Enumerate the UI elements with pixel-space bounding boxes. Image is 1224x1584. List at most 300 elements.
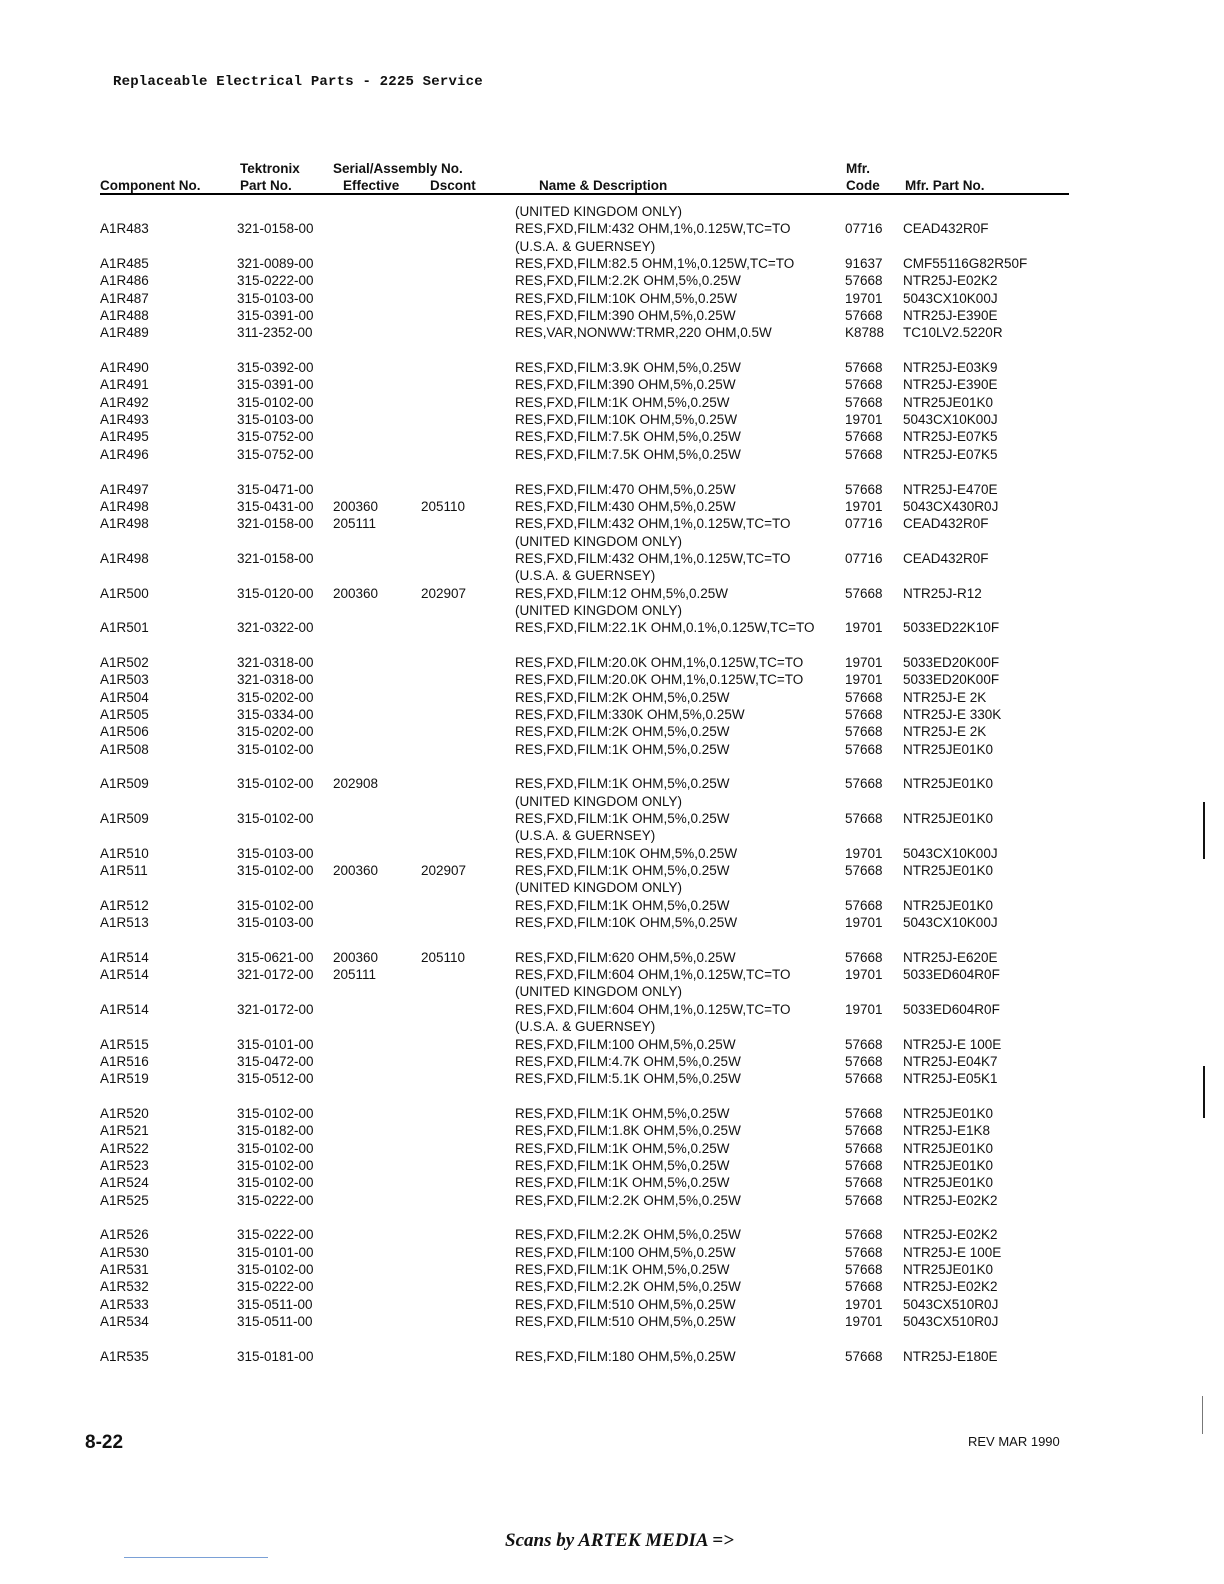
row-gap xyxy=(0,1088,1224,1105)
mfr-code-cell: 19701 xyxy=(845,672,883,688)
part-no-cell: 321-0158-00 xyxy=(237,516,314,532)
part-no-cell: 315-0102-00 xyxy=(237,776,314,792)
part-no-cell: 315-0222-00 xyxy=(237,273,314,289)
table-row xyxy=(0,827,1224,844)
description-cell: RES,FXD,FILM:2.2K OHM,5%,0.25W xyxy=(515,1279,741,1295)
part-no-cell: 315-0181-00 xyxy=(237,1348,314,1364)
part-no-cell: 321-0158-00 xyxy=(237,221,314,237)
mfr-part-no-cell: NTR25J-E 100E xyxy=(903,1036,1002,1052)
mfr-code-cell: 57668 xyxy=(845,1279,883,1295)
row-gap xyxy=(0,1209,1224,1226)
table-row xyxy=(0,793,1224,810)
part-no-cell: 315-0101-00 xyxy=(237,1036,314,1052)
mfr-part-no-cell: NTR25J-E390E xyxy=(903,377,998,393)
description-cell: (UNITED KINGDOM ONLY) xyxy=(515,204,683,219)
table-row xyxy=(0,879,1224,896)
description-cell: RES,FXD,FILM:100 OHM,5%,0.25W xyxy=(515,1244,736,1260)
description-cell: (UNITED KINGDOM ONLY) xyxy=(515,602,683,618)
mfr-part-no-cell: CEAD432R0F xyxy=(903,550,989,566)
table-row xyxy=(0,966,1224,983)
description-cell: (U.S.A. & GUERNSEY) xyxy=(515,238,656,254)
part-no-cell: 315-0102-00 xyxy=(237,1261,314,1277)
mfr-part-no-cell: NTR25J-E03K9 xyxy=(903,360,998,376)
mfr-code-cell: 57668 xyxy=(845,394,883,410)
description-cell: (U.S.A. & GUERNSEY) xyxy=(515,1019,656,1035)
part-no-cell: 315-0334-00 xyxy=(237,706,314,722)
table-row xyxy=(0,1140,1224,1157)
description-cell: RES,VAR,NONWW:TRMR,220 OHM,0.5W xyxy=(515,325,772,341)
component-no-cell: A1R486 xyxy=(100,273,149,289)
mfr-part-no-cell: NTR25J-E 330K xyxy=(903,706,1002,722)
mfr-part-no-cell: CEAD432R0F xyxy=(903,221,989,237)
mfr-part-no-cell: NTR25J-E1K8 xyxy=(903,1123,991,1139)
mfr-code-cell: 19701 xyxy=(845,654,883,670)
table-row xyxy=(0,671,1224,688)
component-no-cell: A1R502 xyxy=(100,654,149,670)
part-no-cell: 315-0752-00 xyxy=(237,446,314,462)
mfr-part-no-cell: NTR25JE01K0 xyxy=(903,741,994,757)
part-no-cell: 315-0102-00 xyxy=(237,811,314,827)
row-gap xyxy=(0,637,1224,654)
table-row xyxy=(0,1278,1224,1295)
table-row xyxy=(0,255,1224,272)
part-no-cell: 315-0102-00 xyxy=(237,741,314,757)
col-part-no: Part No. xyxy=(240,178,292,193)
mfr-part-no-cell: NTR25J-E390E xyxy=(903,308,998,324)
table-row xyxy=(0,359,1224,376)
mfr-code-cell: 57668 xyxy=(845,776,883,792)
part-no-cell: 315-0222-00 xyxy=(237,1192,314,1208)
table-row xyxy=(0,1174,1224,1191)
mfr-part-no-cell: NTR25J-E07K5 xyxy=(903,429,998,445)
table-row xyxy=(0,203,1224,220)
table-row xyxy=(0,897,1224,914)
table-row xyxy=(0,533,1224,550)
mfr-code-cell: 57668 xyxy=(845,1071,883,1087)
part-no-cell: 321-0089-00 xyxy=(237,256,314,272)
mfr-code-cell: 57668 xyxy=(845,689,883,705)
mfr-code-cell: 57668 xyxy=(845,1140,883,1156)
mfr-part-no-cell: NTR25J-E04K7 xyxy=(903,1053,998,1069)
component-no-cell: A1R513 xyxy=(100,915,149,931)
mfr-part-no-cell: NTR25J-E 100E xyxy=(903,1244,1002,1260)
mfr-part-no-cell: 5043CX10K00J xyxy=(903,915,998,931)
mfr-part-no-cell: NTR25JE01K0 xyxy=(903,863,994,879)
component-no-cell: A1R514 xyxy=(100,967,149,983)
effective-cell: 200360 xyxy=(333,863,379,879)
effective-cell: 205111 xyxy=(333,967,377,983)
component-no-cell: A1R520 xyxy=(100,1105,149,1121)
mfr-code-cell: 57668 xyxy=(845,360,883,376)
mfr-code-cell: 19701 xyxy=(845,915,883,931)
margin-mark xyxy=(1203,1066,1205,1118)
component-no-cell: A1R521 xyxy=(100,1123,149,1139)
mfr-code-cell: 57668 xyxy=(845,1192,883,1208)
part-no-cell: 315-0102-00 xyxy=(237,863,314,879)
margin-mark xyxy=(1202,1396,1203,1434)
component-no-cell: A1R490 xyxy=(100,360,149,376)
part-no-cell: 321-0322-00 xyxy=(237,620,314,636)
mfr-part-no-cell: NTR25J-E 2K xyxy=(903,689,987,705)
description-cell: RES,FXD,FILM:22.1K OHM,0.1%,0.125W,TC=TO xyxy=(515,620,815,636)
table-row xyxy=(0,515,1224,532)
part-no-cell: 321-0318-00 xyxy=(237,654,314,670)
component-no-cell: A1R508 xyxy=(100,741,149,757)
component-no-cell: A1R514 xyxy=(100,949,149,965)
description-cell: RES,FXD,FILM:330K OHM,5%,0.25W xyxy=(515,706,745,722)
col-serial-assembly-label: Serial/Assembly No. xyxy=(333,161,463,176)
mfr-part-no-cell: NTR25JE01K0 xyxy=(903,811,994,827)
table-row xyxy=(0,983,1224,1000)
component-no-cell: A1R501 xyxy=(100,620,149,636)
mfr-code-cell: 57668 xyxy=(845,1227,883,1243)
mfr-part-no-cell: 5043CX10K00J xyxy=(903,412,998,428)
mfr-code-cell: 57668 xyxy=(845,897,883,913)
mfr-part-no-cell: 5043CX10K00J xyxy=(903,845,998,861)
component-no-cell: A1R514 xyxy=(100,1001,149,1017)
mfr-code-cell: 19701 xyxy=(845,620,883,636)
table-row xyxy=(0,1244,1224,1261)
description-cell: RES,FXD,FILM:7.5K OHM,5%,0.25W xyxy=(515,429,741,445)
page-number: 8-22 xyxy=(85,1432,124,1453)
part-no-cell: 315-0120-00 xyxy=(237,585,314,601)
component-no-cell: A1R491 xyxy=(100,377,149,393)
description-cell: RES,FXD,FILM:82.5 OHM,1%,0.125W,TC=TO xyxy=(515,256,795,272)
mfr-part-no-cell: 5043CX510R0J xyxy=(903,1314,999,1329)
description-cell: (UNITED KINGDOM ONLY) xyxy=(515,533,683,549)
mfr-code-cell: 19701 xyxy=(845,290,883,306)
description-cell: RES,FXD,FILM:5.1K OHM,5%,0.25W xyxy=(515,1071,741,1087)
table-row xyxy=(0,481,1224,498)
table-row xyxy=(0,428,1224,445)
table-row xyxy=(0,1036,1224,1053)
part-no-cell: 315-0752-00 xyxy=(237,429,314,445)
part-no-cell: 315-0202-00 xyxy=(237,724,314,740)
component-no-cell: A1R505 xyxy=(100,706,149,722)
mfr-part-no-cell: NTR25JE01K0 xyxy=(903,1157,994,1173)
part-no-cell: 315-0101-00 xyxy=(237,1244,314,1260)
mfr-code-cell: 57668 xyxy=(845,741,883,757)
description-cell: RES,FXD,FILM:20.0K OHM,1%,0.125W,TC=TO xyxy=(515,672,804,688)
description-cell: RES,FXD,FILM:604 OHM,1%,0.125W,TC=TO xyxy=(515,967,791,983)
part-no-cell: 321-0172-00 xyxy=(237,967,314,983)
mfr-code-cell: 19701 xyxy=(845,845,883,861)
table-row xyxy=(0,1122,1224,1139)
dscont-cell: 205110 xyxy=(421,949,466,965)
table-row xyxy=(0,1226,1224,1243)
description-cell: RES,FXD,FILM:20.0K OHM,1%,0.125W,TC=TO xyxy=(515,654,804,670)
mfr-part-no-cell: NTR25JE01K0 xyxy=(903,1261,994,1277)
component-no-cell: A1R532 xyxy=(100,1279,149,1295)
mfr-code-cell: 57668 xyxy=(845,863,883,879)
mfr-part-no-cell: NTR25JE01K0 xyxy=(903,1140,994,1156)
scans-credit: Scans by ARTEK MEDIA => xyxy=(505,1530,734,1551)
col-code: Code xyxy=(846,178,880,193)
description-cell: RES,FXD,FILM:1K OHM,5%,0.25W xyxy=(515,863,730,879)
mfr-part-no-cell: 5033ED604R0F xyxy=(903,1001,1000,1017)
component-no-cell: A1R483 xyxy=(100,221,149,237)
part-no-cell: 315-0392-00 xyxy=(237,360,314,376)
part-no-cell: 321-0172-00 xyxy=(237,1001,314,1017)
part-no-cell: 315-0472-00 xyxy=(237,1053,314,1069)
mfr-part-no-cell: NTR25J-E620E xyxy=(903,949,998,965)
mfr-part-no-cell: NTR25JE01K0 xyxy=(903,1175,994,1191)
description-cell: RES,FXD,FILM:620 OHM,5%,0.25W xyxy=(515,949,736,965)
part-no-cell: 321-0158-00 xyxy=(237,550,314,566)
mfr-part-no-cell: NTR25J-E180E xyxy=(903,1348,998,1364)
mfr-part-no-cell: NTR25J-E02K2 xyxy=(903,1227,998,1243)
table-row xyxy=(0,567,1224,584)
table-row xyxy=(0,1192,1224,1209)
component-no-cell: A1R503 xyxy=(100,672,149,688)
description-cell: (UNITED KINGDOM ONLY) xyxy=(515,793,683,809)
mfr-part-no-cell: NTR25J-E 2K xyxy=(903,724,987,740)
description-cell: RES,FXD,FILM:510 OHM,5%,0.25W xyxy=(515,1314,736,1329)
description-cell: RES,FXD,FILM:1K OHM,5%,0.25W xyxy=(515,897,730,913)
part-no-cell: 315-0182-00 xyxy=(237,1123,314,1139)
component-no-cell: A1R489 xyxy=(100,325,149,341)
description-cell: RES,FXD,FILM:180 OHM,5%,0.25W xyxy=(515,1348,736,1364)
mfr-code-cell: 57668 xyxy=(845,1123,883,1139)
description-cell: RES,FXD,FILM:390 OHM,5%,0.25W xyxy=(515,377,736,393)
mfr-part-no-cell: NTR25JE01K0 xyxy=(903,897,994,913)
component-no-cell: A1R487 xyxy=(100,290,149,306)
component-no-cell: A1R509 xyxy=(100,776,149,792)
description-cell: RES,FXD,FILM:1K OHM,5%,0.25W xyxy=(515,776,730,792)
component-no-cell: A1R506 xyxy=(100,724,149,740)
table-row xyxy=(0,810,1224,827)
mfr-part-no-cell: NTR25J-E02K2 xyxy=(903,1279,998,1295)
mfr-code-cell: 57668 xyxy=(845,1348,883,1364)
mfr-part-no-cell: NTR25J-E07K5 xyxy=(903,446,998,462)
description-cell: RES,FXD,FILM:1K OHM,5%,0.25W xyxy=(515,1140,730,1156)
description-cell: RES,FXD,FILM:2K OHM,5%,0.25W xyxy=(515,724,730,740)
mfr-code-cell: 07716 xyxy=(845,550,883,566)
mfr-part-no-cell: 5043CX10K00J xyxy=(903,290,998,306)
description-cell: RES,FXD,FILM:432 OHM,1%,0.125W,TC=TO xyxy=(515,550,791,566)
component-no-cell: A1R498 xyxy=(100,498,149,514)
component-no-cell: A1R500 xyxy=(100,585,149,601)
table-row xyxy=(0,602,1224,619)
mfr-code-cell: 57668 xyxy=(845,949,883,965)
part-no-cell: 315-0621-00 xyxy=(237,949,314,965)
component-no-cell: A1R496 xyxy=(100,446,149,462)
mfr-code-cell: 19701 xyxy=(845,1296,883,1312)
mfr-code-cell: 57668 xyxy=(845,273,883,289)
parts-table xyxy=(0,203,1224,1365)
dscont-cell: 202907 xyxy=(421,863,467,879)
part-no-cell: 315-0511-00 xyxy=(237,1296,313,1312)
part-no-cell: 311-2352-00 xyxy=(237,325,313,341)
component-no-cell: A1R525 xyxy=(100,1192,149,1208)
mfr-code-cell: 07716 xyxy=(845,221,883,237)
component-no-cell: A1R535 xyxy=(100,1348,149,1364)
row-gap xyxy=(0,463,1224,480)
mfr-part-no-cell: 5033ED20K00F xyxy=(903,654,1000,670)
description-cell: RES,FXD,FILM:1.8K OHM,5%,0.25W xyxy=(515,1123,741,1139)
mfr-code-cell: 57668 xyxy=(845,446,883,462)
col-dscont: Dscont xyxy=(430,178,476,193)
component-no-cell: A1R495 xyxy=(100,429,149,445)
col-component-no: Component No. xyxy=(100,178,201,193)
table-row xyxy=(0,1053,1224,1070)
mfr-code-cell: 57668 xyxy=(845,724,883,740)
description-cell: (UNITED KINGDOM ONLY) xyxy=(515,984,683,1000)
part-no-cell: 315-0102-00 xyxy=(237,897,314,913)
col-effective: Effective xyxy=(343,178,400,193)
col-tektronix-label: Tektronix xyxy=(240,161,300,176)
component-no-cell: A1R531 xyxy=(100,1261,149,1277)
dscont-cell: 205110 xyxy=(421,498,466,514)
part-no-cell: 315-0102-00 xyxy=(237,1175,314,1191)
component-no-cell: A1R522 xyxy=(100,1140,149,1156)
row-gap xyxy=(0,931,1224,948)
description-cell: RES,FXD,FILM:510 OHM,5%,0.25W xyxy=(515,1296,736,1312)
effective-cell: 202908 xyxy=(333,776,379,792)
part-no-cell: 315-0102-00 xyxy=(237,1140,314,1156)
mfr-part-no-cell: NTR25J-E05K1 xyxy=(903,1071,998,1087)
mfr-code-cell: 57668 xyxy=(845,377,883,393)
mfr-code-cell: 57668 xyxy=(845,1105,883,1121)
table-row xyxy=(0,949,1224,966)
description-cell: RES,FXD,FILM:390 OHM,5%,0.25W xyxy=(515,308,736,324)
margin-mark xyxy=(1203,802,1205,859)
description-cell: RES,FXD,FILM:10K OHM,5%,0.25W xyxy=(515,845,738,861)
table-row xyxy=(0,706,1224,723)
effective-cell: 200360 xyxy=(333,949,379,965)
component-no-cell: A1R534 xyxy=(100,1314,149,1329)
mfr-part-no-cell: 5043CX510R0J xyxy=(903,1296,999,1312)
row-gap xyxy=(0,1330,1224,1347)
table-row xyxy=(0,1070,1224,1087)
part-no-cell: 315-0391-00 xyxy=(237,308,314,324)
part-no-cell: 315-0103-00 xyxy=(237,290,314,306)
part-no-cell: 315-0102-00 xyxy=(237,1157,314,1173)
description-cell: RES,FXD,FILM:12 OHM,5%,0.25W xyxy=(515,585,729,601)
table-row xyxy=(0,862,1224,879)
mfr-part-no-cell: 5033ED20K00F xyxy=(903,672,1000,688)
mfr-code-cell: 57668 xyxy=(845,811,883,827)
table-row xyxy=(0,1296,1224,1313)
mfr-code-cell: 19701 xyxy=(845,967,883,983)
mfr-code-cell: 57668 xyxy=(845,481,883,497)
mfr-code-cell: K8788 xyxy=(845,325,885,341)
mfr-code-cell: 19701 xyxy=(845,412,883,428)
table-row xyxy=(0,689,1224,706)
mfr-code-cell: 19701 xyxy=(845,1001,883,1017)
mfr-part-no-cell: CEAD432R0F xyxy=(903,516,989,532)
component-no-cell: A1R519 xyxy=(100,1071,149,1087)
description-cell: RES,FXD,FILM:430 OHM,5%,0.25W xyxy=(515,498,736,514)
mfr-part-no-cell: 5043CX430R0J xyxy=(903,498,999,514)
table-row xyxy=(0,411,1224,428)
component-no-cell: A1R511 xyxy=(100,863,148,879)
component-no-cell: A1R485 xyxy=(100,256,149,272)
table-row xyxy=(0,1157,1224,1174)
description-cell: RES,FXD,FILM:1K OHM,5%,0.25W xyxy=(515,1175,730,1191)
component-no-cell: A1R515 xyxy=(100,1036,149,1052)
dscont-cell: 202907 xyxy=(421,585,467,601)
header-rule xyxy=(100,193,1069,195)
table-row xyxy=(0,498,1224,515)
component-no-cell: A1R516 xyxy=(100,1053,149,1069)
scans-link-underline xyxy=(124,1557,268,1558)
component-no-cell: A1R493 xyxy=(100,412,149,428)
description-cell: RES,FXD,FILM:10K OHM,5%,0.25W xyxy=(515,412,738,428)
component-no-cell: A1R497 xyxy=(100,481,149,497)
page-header: Replaceable Electrical Parts - 2225 Service xyxy=(113,74,483,90)
description-cell: RES,FXD,FILM:432 OHM,1%,0.125W,TC=TO xyxy=(515,516,791,532)
mfr-code-cell: 07716 xyxy=(845,516,883,532)
part-no-cell: 315-0431-00 xyxy=(237,498,314,514)
description-cell: RES,FXD,FILM:4.7K OHM,5%,0.25W xyxy=(515,1053,741,1069)
description-cell: RES,FXD,FILM:1K OHM,5%,0.25W xyxy=(515,1157,730,1173)
table-row xyxy=(0,394,1224,411)
table-row xyxy=(0,585,1224,602)
component-no-cell: A1R510 xyxy=(100,845,149,861)
mfr-code-cell: 57668 xyxy=(845,1157,883,1173)
table-row xyxy=(0,324,1224,341)
part-no-cell: 315-0511-00 xyxy=(237,1314,313,1329)
col-name-description: Name & Description xyxy=(539,178,668,193)
component-no-cell: A1R498 xyxy=(100,550,149,566)
part-no-cell: 315-0103-00 xyxy=(237,915,314,931)
table-row xyxy=(0,272,1224,289)
description-cell: RES,FXD,FILM:3.9K OHM,5%,0.25W xyxy=(515,360,741,376)
component-no-cell: A1R533 xyxy=(100,1296,149,1312)
part-no-cell: 315-0202-00 xyxy=(237,689,314,705)
description-cell: RES,FXD,FILM:1K OHM,5%,0.25W xyxy=(515,1105,730,1121)
mfr-part-no-cell: NTR25JE01K0 xyxy=(903,394,994,410)
table-row xyxy=(0,654,1224,671)
mfr-code-cell: 19701 xyxy=(845,498,883,514)
part-no-cell: 321-0318-00 xyxy=(237,672,314,688)
mfr-part-no-cell: CMF55116G82R50F xyxy=(903,256,1028,272)
component-no-cell: A1R530 xyxy=(100,1244,149,1260)
table-row xyxy=(0,446,1224,463)
table-row xyxy=(0,1348,1224,1365)
description-cell: RES,FXD,FILM:10K OHM,5%,0.25W xyxy=(515,290,738,306)
col-mfr-part-no: Mfr. Part No. xyxy=(905,178,985,193)
revision-date: REV MAR 1990 xyxy=(968,1434,1060,1449)
description-cell: RES,FXD,FILM:10K OHM,5%,0.25W xyxy=(515,915,738,931)
mfr-part-no-cell: NTR25J-R12 xyxy=(903,585,982,601)
mfr-part-no-cell: TC10LV2.5220R xyxy=(903,325,1003,341)
part-no-cell: 315-0102-00 xyxy=(237,394,314,410)
table-row xyxy=(0,1313,1224,1330)
effective-cell: 205111 xyxy=(333,516,377,532)
description-cell: (U.S.A. & GUERNSEY) xyxy=(515,828,656,844)
part-no-cell: 315-0391-00 xyxy=(237,377,314,393)
mfr-code-cell: 57668 xyxy=(845,1053,883,1069)
mfr-code-cell: 57668 xyxy=(845,1175,883,1191)
table-row xyxy=(0,1261,1224,1278)
description-cell: RES,FXD,FILM:2.2K OHM,5%,0.25W xyxy=(515,273,741,289)
row-gap xyxy=(0,758,1224,775)
description-cell: RES,FXD,FILM:432 OHM,1%,0.125W,TC=TO xyxy=(515,221,791,237)
component-no-cell: A1R523 xyxy=(100,1157,149,1173)
description-cell: (U.S.A. & GUERNSEY) xyxy=(515,568,656,584)
part-no-cell: 315-0512-00 xyxy=(237,1071,314,1087)
part-no-cell: 315-0103-00 xyxy=(237,845,314,861)
part-no-cell: 315-0103-00 xyxy=(237,412,314,428)
table-row xyxy=(0,723,1224,740)
table-row xyxy=(0,1018,1224,1035)
table-row xyxy=(0,307,1224,324)
table-row xyxy=(0,290,1224,307)
description-cell: RES,FXD,FILM:1K OHM,5%,0.25W xyxy=(515,741,730,757)
description-cell: RES,FXD,FILM:1K OHM,5%,0.25W xyxy=(515,1261,730,1277)
